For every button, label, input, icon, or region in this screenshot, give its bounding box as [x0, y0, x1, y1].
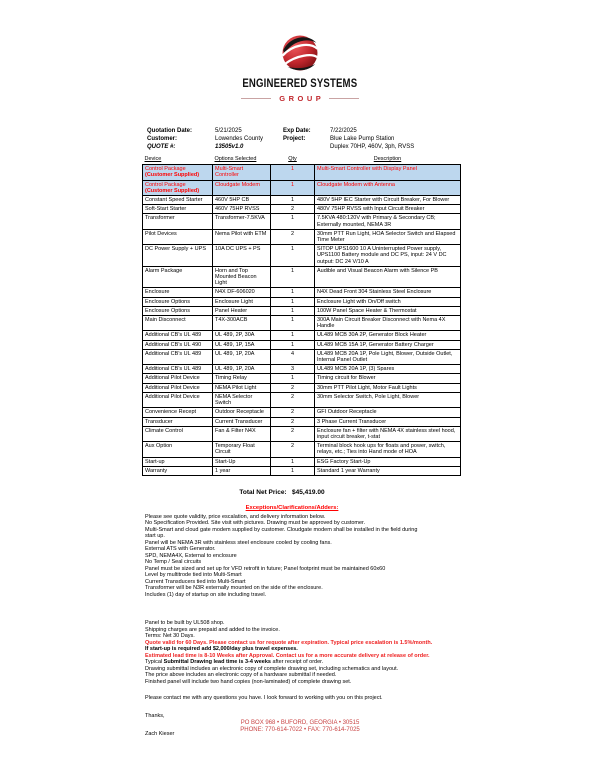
cell-description: Terminal block hook ups for floats and power, switch, relays, etc.; Ties into Hand mode of HOA: [315, 442, 461, 457]
table-row: [143, 374, 461, 383]
cell-options: Transformer-7.5KVA: [213, 214, 271, 229]
cell-qty: 2: [271, 408, 315, 417]
cell-qty: 1: [271, 306, 315, 315]
cell-options: UL 489, 1P, 20A: [213, 349, 271, 364]
footer-address: [0, 720, 600, 734]
cell-description: UL489 MCB 15A 1P, Generator Battery Charger: [315, 340, 461, 349]
note-line: Finished panel will include two hand copies (non-laminated) of complete drawing set.: [145, 678, 352, 685]
table-row: [143, 165, 461, 180]
cell-device: Control Package (Customer Supplied): [143, 165, 213, 180]
table-row: [143, 392, 461, 407]
cell-device: Enclosure: [143, 288, 213, 297]
quote-number-label: QUOTE #:: [147, 144, 176, 150]
cell-qty: 3: [271, 365, 315, 374]
cell-options: Cloudgate Modem: [213, 180, 271, 195]
table-row: [143, 417, 461, 426]
table-row: [143, 180, 461, 195]
cell-device: Additional CB's UL 489: [143, 349, 213, 364]
cell-options: NEMA Selector Switch: [213, 392, 271, 407]
table-row: [143, 457, 461, 466]
header-description: Description: [373, 156, 402, 162]
cell-options: UL 489, 2P, 30A: [213, 331, 271, 340]
table-row: [143, 426, 461, 441]
cell-description: SITOP UPS1600 10 A Uninterrupted Power supply, UPS1100 Battery module and DC PS, input: 24 V DC output: DC 24 V/10 A: [315, 245, 461, 267]
items-table: [142, 156, 461, 476]
cell-device: Transformer: [143, 214, 213, 229]
cell-description: ESG Factory Start-Up: [315, 457, 461, 466]
cell-device: Climate Control: [143, 426, 213, 441]
cell-description: Timing circuit for Blower: [315, 374, 461, 383]
header-options: Options Selected: [214, 156, 257, 162]
cell-qty: 1: [271, 196, 315, 205]
note-line: Please see quote validity, price escalation, and delivery information below.: [145, 513, 326, 520]
notes-group-2: [145, 620, 497, 685]
cell-description: 480V 5HP IEC Starter with Circuit Breaker, For Blower: [315, 196, 461, 205]
cell-description: Enclosure Light with On/Off switch: [315, 297, 461, 306]
cell-qty: 1: [271, 288, 315, 297]
cell-device: Additional CB's UL 489: [143, 365, 213, 374]
cell-qty: 1: [271, 245, 315, 267]
cell-options: Temporary Float Circuit: [213, 442, 271, 457]
logo-rule-right: [329, 98, 359, 99]
cell-description: Audible and Visual Beacon Alarm with Silence PB: [315, 266, 461, 288]
cell-options: Outdoor Receptacle: [213, 408, 271, 417]
notes-group-1: [145, 514, 497, 599]
note-line: SPD, NEMA4X, External to enclosure: [145, 552, 237, 559]
cell-qty: 2: [271, 205, 315, 214]
note-line: Panel must be sized and set up for VFD retrofit in future; Panel footprint must be maintained 60x60: [145, 565, 386, 572]
cell-description: 7.5KVA 480:120V with Primary & Secondary CB; Externally mounted, NEMA 3R: [315, 214, 461, 229]
note-line: Multi-Smart and cloud gate modem supplied by customer. Cloudgate modem shall be installed in the field during: [145, 526, 418, 533]
note-line: The price above includes an electronic copy of a hardware submittal if needed.: [145, 672, 337, 679]
cell-description: Multi-Smart Controller with Display Panel: [315, 165, 461, 180]
cell-options: Timing Relay: [213, 374, 271, 383]
cell-qty: 1: [271, 214, 315, 229]
table-row: [143, 297, 461, 306]
cell-device: DC Power Supply + UPS: [143, 245, 213, 267]
closing-line: Please contact me with any questions you have. I look forward to working with you on this project.: [145, 695, 383, 702]
cell-options: 10A DC UPS + PS: [213, 245, 271, 267]
cell-device: Start-up: [143, 457, 213, 466]
cell-device: Aux Option: [143, 442, 213, 457]
cell-qty: 2: [271, 392, 315, 407]
cell-description: 3 Phase Current Transducer: [315, 417, 461, 426]
cell-description: Enclosure fan + filter with NEMA 4X stainless steel hood, input circuit breaker, t-stat: [315, 426, 461, 441]
globe-swirl-icon: [281, 32, 319, 74]
cell-device: Transducer: [143, 417, 213, 426]
total-net-price: [142, 489, 422, 496]
cell-qty: 1: [271, 340, 315, 349]
table-row: [143, 331, 461, 340]
quotation-date-label: Quotation Date:: [147, 128, 192, 134]
quote-number-value: 13505v1.0: [215, 144, 244, 150]
note-line: Transformer will be N3R externally mounted on the side of the enclosure.: [145, 585, 323, 592]
cell-description: 30mm PTT Pilot Light, Motor Fault Lights: [315, 383, 461, 392]
cell-qty: 2: [271, 442, 315, 457]
footer-line1: PO BOX 968 • BUFORD, GEORGIA • 30515: [240, 720, 360, 726]
cell-options: NEMA Pilot Light: [213, 383, 271, 392]
cell-qty: 1: [271, 331, 315, 340]
cell-options: 460V 75HP RVSS: [213, 205, 271, 214]
note-line: No Temp / Seal circuits: [145, 559, 202, 566]
cell-device: Additional Pilot Device: [143, 374, 213, 383]
cell-qty: 4: [271, 349, 315, 364]
project-label: Project:: [283, 136, 306, 142]
cell-device: Constant Speed Starter: [143, 196, 213, 205]
cell-description: 480V 75HP RVSS with Input Circuit Breaker: [315, 205, 461, 214]
table-row: [143, 306, 461, 315]
cell-qty: 2: [271, 229, 315, 244]
note-line: Drawing submittal includes an electronic copy of complete drawing set, including schematics and layout.: [145, 665, 399, 672]
cell-qty: 1: [271, 316, 315, 331]
note-line: If start-up is required add $2,000/day plus travel expenses.: [145, 646, 298, 653]
header-device: Device: [144, 156, 162, 162]
cell-options: T4X-300ACB: [213, 316, 271, 331]
table-row: [143, 365, 461, 374]
project-spacer: [283, 143, 330, 151]
cell-device: Additional CB's UL 489: [143, 331, 213, 340]
cell-description: UL489 MCB 30A 2P, Generator Block Heater: [315, 331, 461, 340]
cell-description: GFI Outdoor Receptacle: [315, 408, 461, 417]
cell-qty: 1: [271, 466, 315, 475]
cell-options: UL 489, 1P, 20A: [213, 365, 271, 374]
note-line: Includes (1) day of startup on site including travel.: [145, 591, 267, 598]
cell-options: Multi-Smart Controller: [213, 165, 271, 180]
company-logo: [0, 0, 600, 103]
cell-device: Enclosure Options: [143, 297, 213, 306]
table-row: [143, 205, 461, 214]
cell-description: 100W Panel Space Heater & Thermostat: [315, 306, 461, 315]
note-line: Typical Submittal Drawing lead time is 3-4 weeks after receipt of order.: [145, 659, 324, 666]
quotation-date-value: 5/21/2025: [215, 128, 242, 134]
table-row: [143, 442, 461, 457]
footer-line2: PHONE: 770-614-7022 • FAX: 770-614-7025: [240, 727, 360, 733]
company-name: ENGINEERED SYSTEMS: [242, 76, 358, 90]
table-row: [143, 408, 461, 417]
table-row: [143, 340, 461, 349]
cell-options: 460V 5HP CB: [213, 196, 271, 205]
table-row: [143, 466, 461, 475]
note-line: start up.: [145, 533, 165, 540]
cell-device: Soft-Start Starter: [143, 205, 213, 214]
note-line: Terms: Net 30 Days.: [145, 633, 195, 640]
cell-description: UL489 MCB 20A 1P, (3) Spares: [315, 365, 461, 374]
cell-qty: 1: [271, 266, 315, 288]
cell-qty: 2: [271, 426, 315, 441]
cell-qty: 1: [271, 165, 315, 180]
cell-description: 30mm PTT Run Light, HOA Selector Switch and Elapsed Time Meter: [315, 229, 461, 244]
cell-device: Pilot Devices: [143, 229, 213, 244]
cell-device: Additional Pilot Device: [143, 392, 213, 407]
cell-qty: 1: [271, 457, 315, 466]
cell-description: 30mm Selector Switch, Pole Light, Blower: [315, 392, 461, 407]
customer-value: Lowendes County: [215, 136, 264, 142]
cell-qty: 1: [271, 297, 315, 306]
exp-date-value: 7/22/2025: [330, 128, 357, 134]
cell-device: Additional Pilot Device: [143, 383, 213, 392]
cell-qty: 2: [271, 383, 315, 392]
table-row: [143, 349, 461, 364]
note-line: Panel to be built by UL508 shop.: [145, 620, 225, 627]
cell-options: Fan & Filter N4X: [213, 426, 271, 441]
cell-qty: 1: [271, 180, 315, 195]
cell-device: Main Disconnect: [143, 316, 213, 331]
cell-description: UL489 MCB 20A 1P, Pole Light, Blower, Outside Outlet, Internal Panel Outlet: [315, 349, 461, 364]
table-row: [143, 245, 461, 267]
note-line: Current Transducers tied into Multi-Smart: [145, 578, 246, 585]
cell-options: Horn and Top Mounted Beacon Light: [213, 266, 271, 288]
project-value-line2: Duplex 70HP, 460V, 3ph, RVSS: [330, 144, 415, 150]
thanks-line: Thanks,: [145, 713, 165, 720]
project-value: Blue Lake Pump Station: [330, 136, 395, 142]
cell-options: 1 year: [213, 466, 271, 475]
note-line: External ATS with Generator.: [145, 546, 216, 553]
cell-qty: 2: [271, 417, 315, 426]
cell-device: Convenience Recept: [143, 408, 213, 417]
cell-device: Enclosure Options: [143, 306, 213, 315]
quote-table-body: [143, 165, 461, 476]
note-line: Level by multitrode tied into Multi-Smart: [145, 572, 242, 579]
table-row: [143, 383, 461, 392]
table-row: [143, 288, 461, 297]
items-table-wrap: [142, 156, 460, 476]
note-line: No Specification Provided. Site visit with pictures. Drawing must be approved by customer.: [145, 520, 366, 527]
cell-description: 300A Main Circuit Breaker Disconnect with Nema 4X Handle: [315, 316, 461, 331]
note-line: Panel will be NEMA 3R with stainless steel enclosure cooled by cooling fans.: [145, 539, 332, 546]
cell-description: N4X Dead Front 304 Stainless Steel Enclosure: [315, 288, 461, 297]
note-line: Shipping charges are prepaid and added to the invoice.: [145, 626, 280, 633]
cell-options: Nema Pilot with ETM: [213, 229, 271, 244]
cell-options: UL 489, 1P, 15A: [213, 340, 271, 349]
cell-options: Start-Up: [213, 457, 271, 466]
signature: Zach Kieser: [145, 731, 175, 738]
customer-label: Customer:: [147, 136, 178, 142]
exceptions-heading: Exceptions/Clarifications/Adders:: [245, 504, 339, 511]
table-row: [143, 266, 461, 288]
cell-options: Enclosure Light: [213, 297, 271, 306]
note-line: Quote valid for 60 Days. Please contact us for requote after expiration. Typical price escalation is 1.5%/month.: [145, 639, 433, 646]
cell-qty: 1: [271, 374, 315, 383]
cell-options: N4X DF-606020: [213, 288, 271, 297]
table-row: [143, 229, 461, 244]
total-value: $45,419.00: [292, 488, 325, 496]
quote-meta: [147, 127, 600, 151]
cell-description: Standard 1 year Warranty: [315, 466, 461, 475]
header-qty: Qty: [288, 156, 297, 162]
company-group-label: GROUP: [279, 94, 325, 103]
exp-date-label: Exp Date:: [283, 128, 311, 134]
cell-device: Warranty: [143, 466, 213, 475]
total-label: Total Net Price:: [239, 488, 287, 496]
table-header-row: [143, 156, 461, 165]
table-row: [143, 196, 461, 205]
note-line: Estimated lead time is 8-10 Weeks after Approval. Contact us for a more accurate delivery at release of order.: [145, 652, 430, 659]
cell-device: Additional CB's UL 490: [143, 340, 213, 349]
cell-device: Control Package (Customer Supplied): [143, 180, 213, 195]
cell-options: Current Transducer: [213, 417, 271, 426]
logo-rule-left: [241, 98, 271, 99]
cell-options: Panel Heater: [213, 306, 271, 315]
cell-description: Cloudgate Modem with Antenna: [315, 180, 461, 195]
table-row: [143, 214, 461, 229]
table-row: [143, 316, 461, 331]
cell-device: Alarm Package: [143, 266, 213, 288]
